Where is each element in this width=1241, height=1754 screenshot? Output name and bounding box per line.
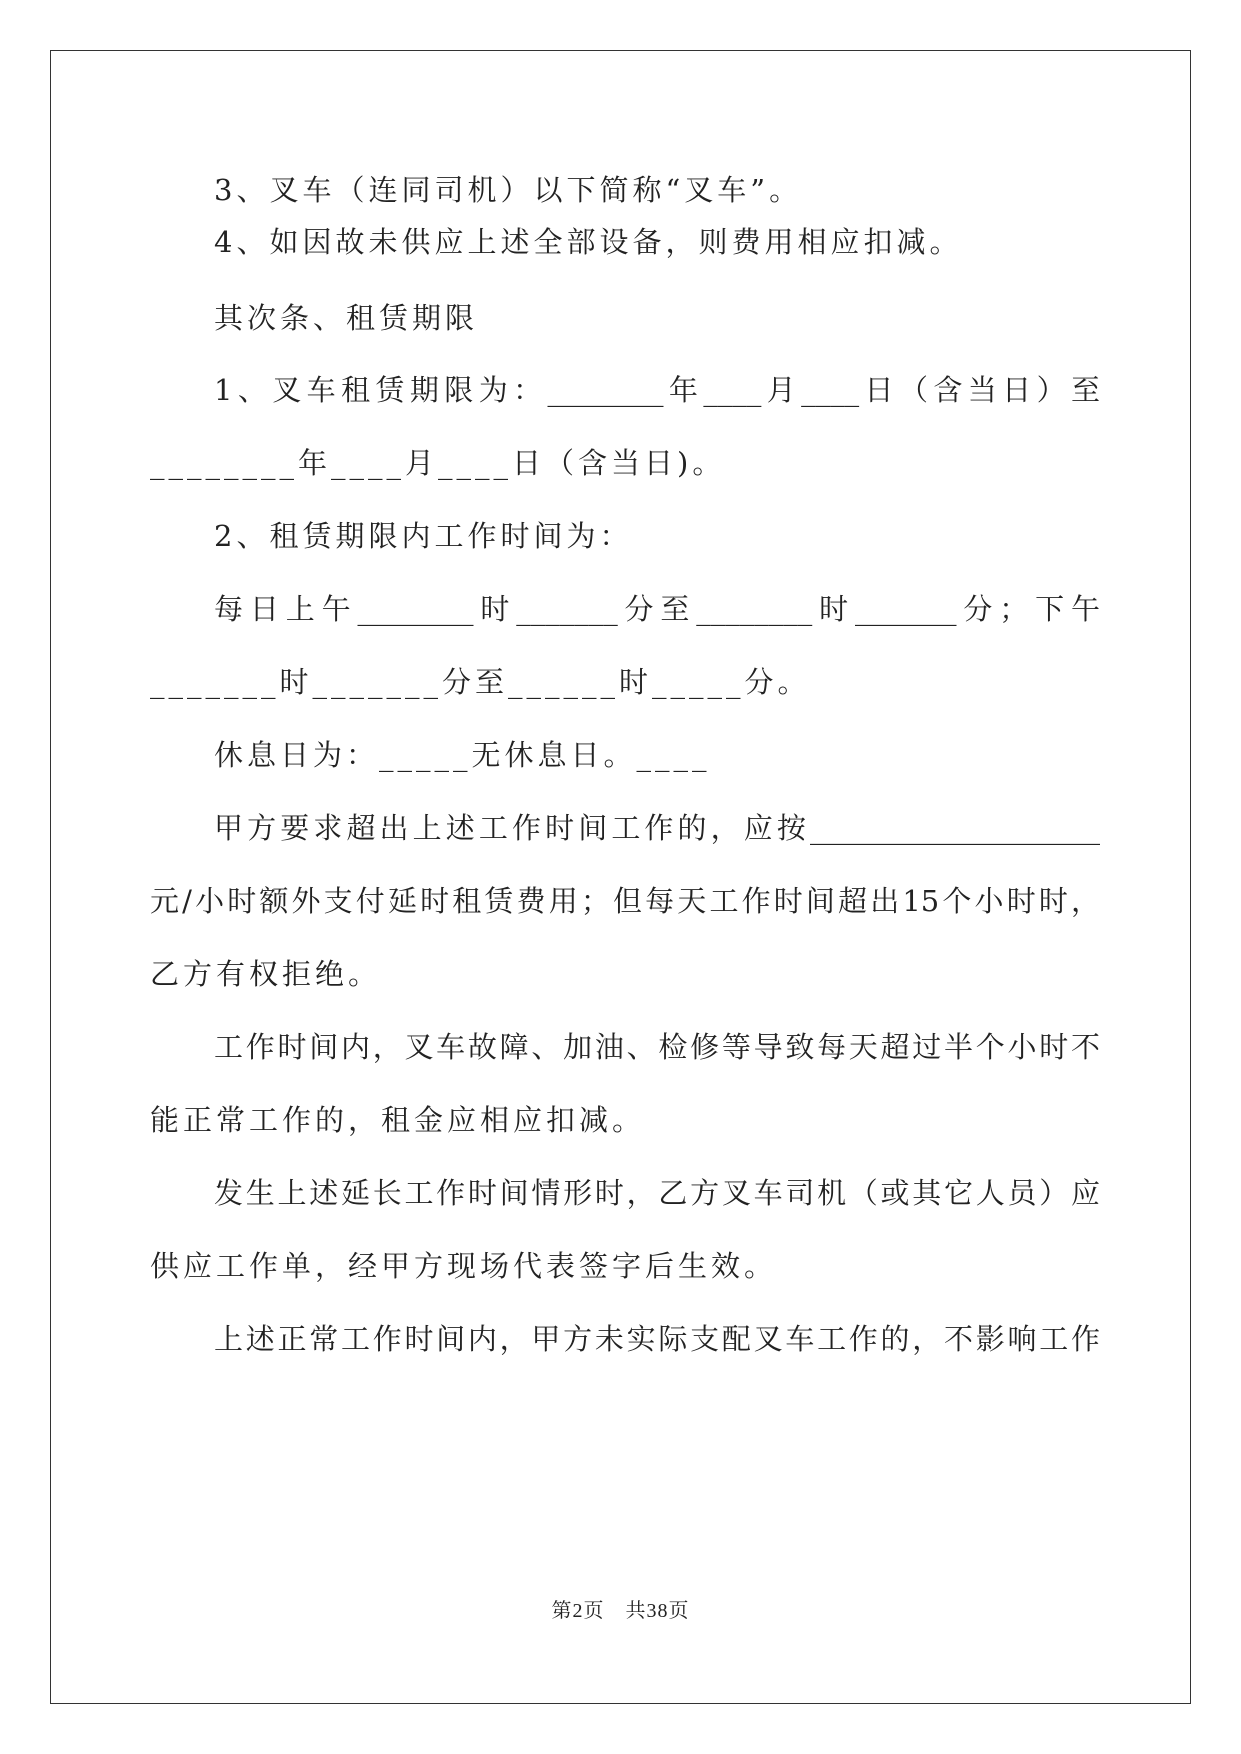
paragraph-line: 乙方有权拒绝。 (150, 957, 382, 991)
paragraph-line: 供应工作单，经甲方现场代表签字后生效。 (150, 1249, 778, 1283)
paragraph-line: _______时_______分至______时_____分。 (150, 665, 811, 699)
paragraph-line: 1、叉车租赁期限为：________年____月____日（含当日）至 (214, 373, 1100, 407)
paragraph-line: 2、租赁期限内工作时间为： (214, 519, 633, 553)
paragraph-line: 上述正常工作时间内，甲方未实际支配叉车工作的，不影响工作 (214, 1322, 1100, 1356)
paragraph-line: ________年____月____日（含当日)。 (150, 446, 726, 480)
paragraph-line: 休息日为：_____无休息日。____ (214, 738, 711, 772)
paragraph-line: 4、如因故未供应上述全部设备，则费用相应扣减。 (214, 225, 963, 259)
paragraph-line: 能正常工作的，租金应相应扣减。 (150, 1103, 646, 1137)
paragraph-line: 3、叉车（连同司机）以下简称“叉车”。 (214, 173, 803, 207)
paragraph-line: 每日上午________时_______分至________时_______分；下午 (214, 592, 1100, 626)
paragraph-line: 元/小时额外支付延时租赁费用；但每天工作时间超出15个小时时， (150, 884, 1100, 918)
paragraph-line: 发生上述延长工作时间情形时，乙方叉车司机（或其它人员）应 (214, 1176, 1100, 1210)
paragraph-line: 甲方要求超出上述工作时间工作的，应按____________________ (214, 811, 1100, 845)
paragraph-line: 工作时间内，叉车故障、加油、检修等导致每天超过半个小时不 (214, 1030, 1100, 1064)
page-number: 第2页 共38页 (551, 1600, 690, 1622)
section-heading: 其次条、租赁期限 (214, 301, 479, 335)
